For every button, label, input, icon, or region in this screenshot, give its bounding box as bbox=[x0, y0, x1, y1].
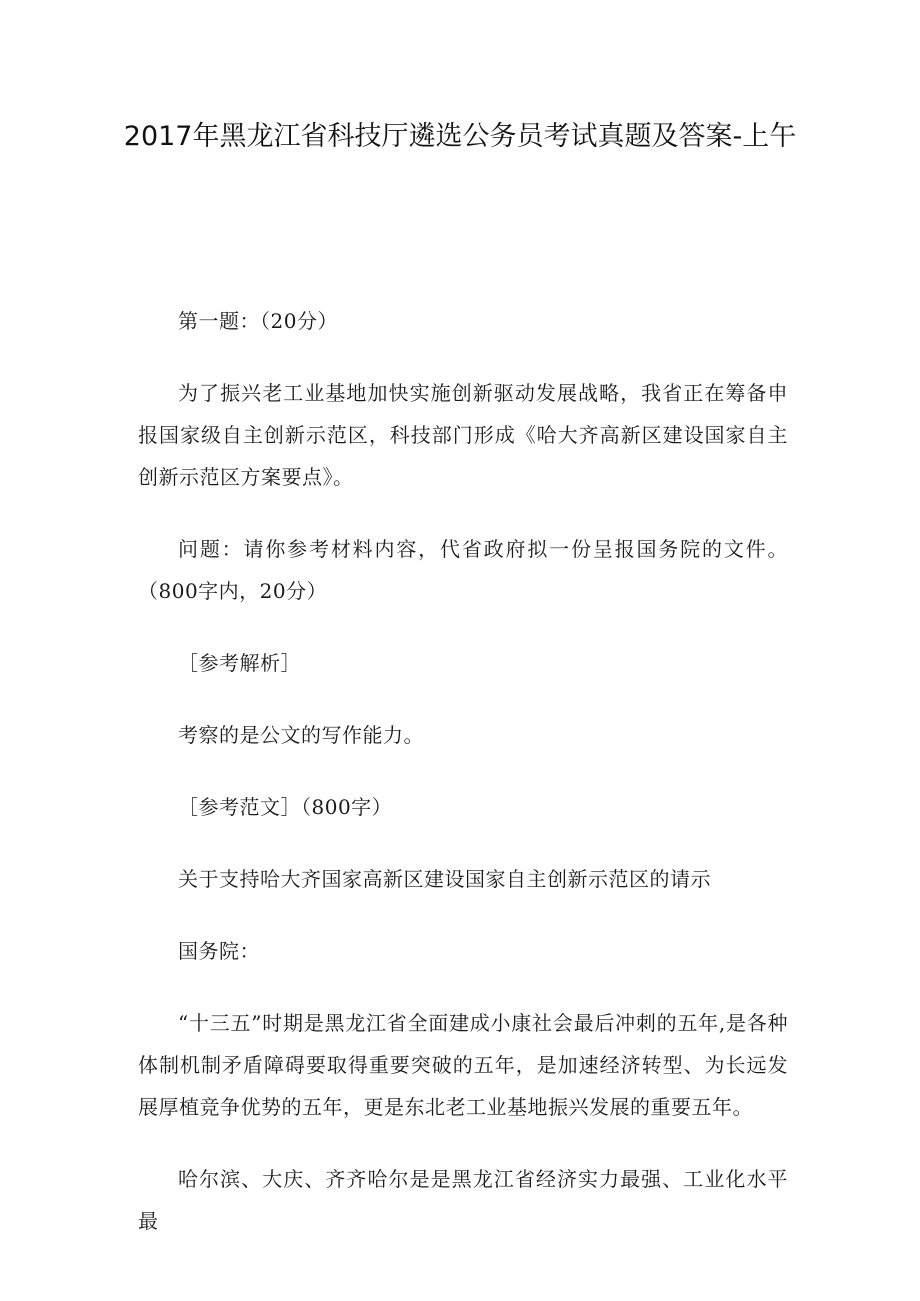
document-body bbox=[138, 300, 788, 1242]
document-title: 2017年黑龙江省科技厅遴选公务员考试真题及答案-上午 bbox=[123, 121, 797, 152]
sample-title: 关于支持哈大齐国家高新区建设国家自主创新示范区的请示 bbox=[178, 867, 711, 891]
sample-addressee: 国务院： bbox=[178, 939, 260, 963]
question-prompt: 问题：请你参考材料内容，代省政府拟一份呈报国务院的文件。（800字内，20分） bbox=[138, 537, 788, 603]
analysis-heading: ［参考解析］ bbox=[178, 651, 301, 675]
question-material: 为了振兴老工业基地加快实施创新驱动发展战略，我省正在筹备申报国家级自主创新示范区，科技部门形成《哈大齐高新区建设国家自主创新示范区方案要点》。 bbox=[138, 381, 788, 489]
question-heading: 第一题：（20分） bbox=[178, 309, 338, 333]
sample-paragraph: “十三五”时期是黑龙江省全面建成小康社会最后冲刺的五年,是各种体制机制矛盾障碍要取得重要突破的五年，是加速经济转型、为长远发展厚植竞争优势的五年，更是东北老工业基地振兴发展的重要五年。 bbox=[138, 1011, 788, 1119]
sample-paragraph: 哈尔滨、大庆、齐齐哈尔是是黑龙江省经济实力最强、工业化水平最 bbox=[138, 1167, 788, 1233]
analysis-text: 考察的是公文的写作能力。 bbox=[178, 723, 424, 747]
sample-heading: ［参考范文］（800字） bbox=[178, 795, 393, 819]
